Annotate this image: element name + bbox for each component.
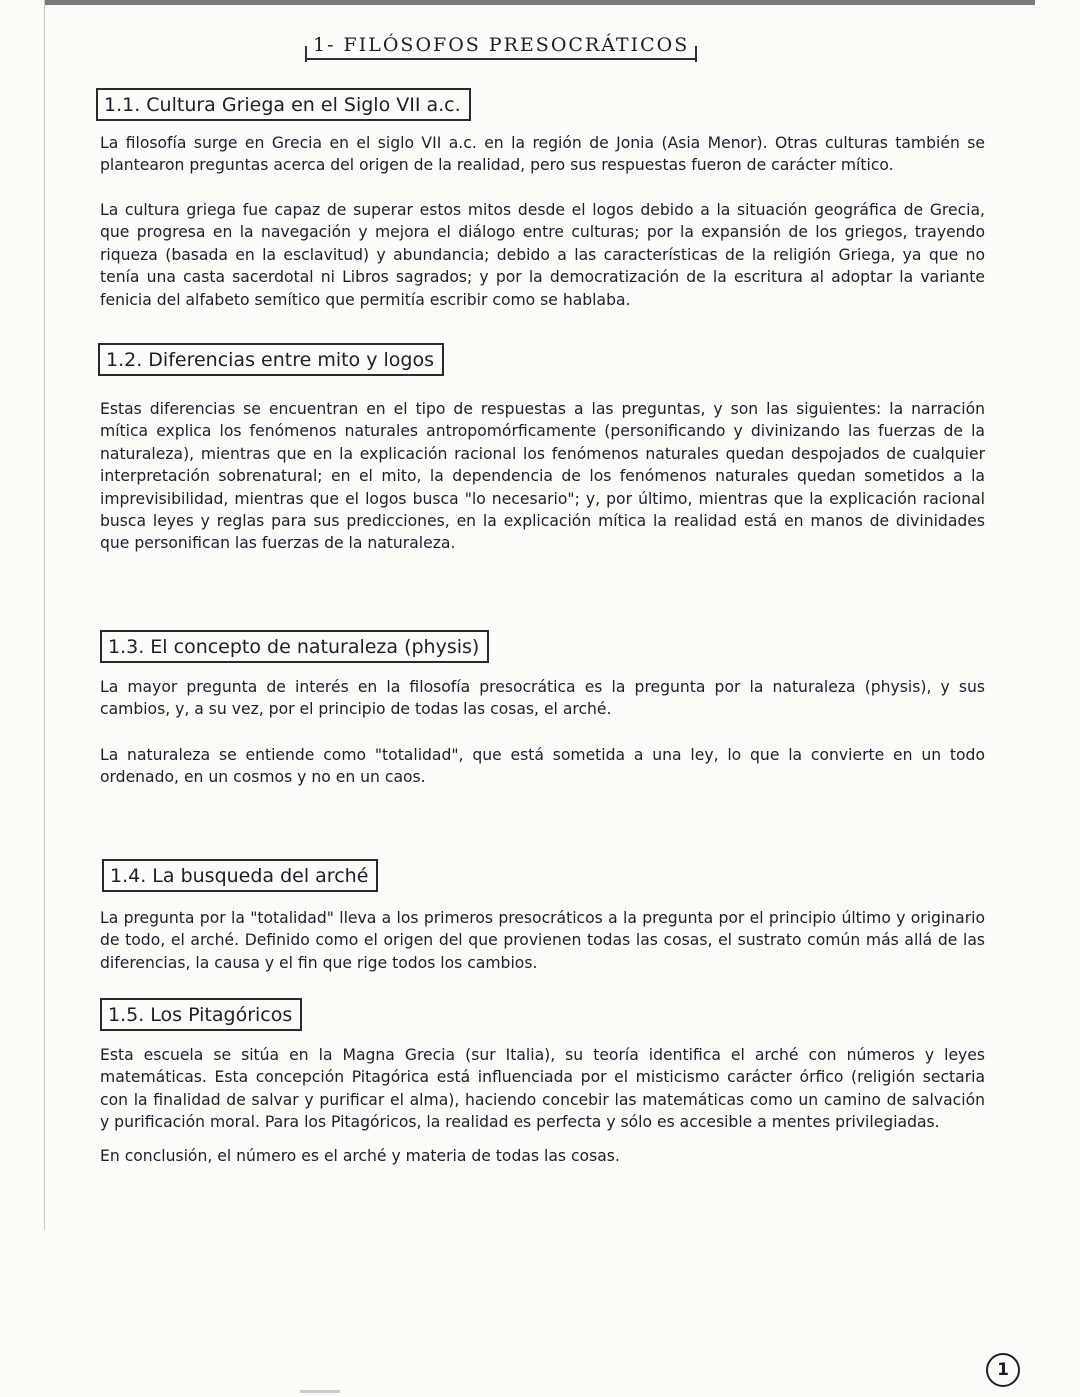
section-heading-1-2: 1.2. Diferencias entre mito y logos: [98, 343, 444, 376]
section-1-5-paragraph-2: En conclusión, el número es el arché y materia de todas las cosas.: [100, 1147, 620, 1165]
section-1-4-paragraph-1: La pregunta por la "totalidad" lleva a los primeros presocráticos a la pregunta por el principio último y originario de todo, el arché. Definido como el origen del que provienen todas las cosas, el sustrato común más allá de las diferencias, la causa y el fin que rige todos los cambios.: [100, 909, 985, 972]
section-1-3-paragraph-1: La mayor pregunta de interés en la filosofía presocrática es la pregunta por la naturaleza (physis), y sus cambios, y, a su vez, por el principio de todas las cosas, el arché.: [100, 678, 985, 719]
section-1-3-paragraph-2: La naturaleza se entiende como "totalidad", que está sometida a una ley, lo que la convierte en un todo ordenado, en un cosmos y no en un caos.: [100, 746, 985, 787]
section-heading-1-3: 1.3. El concepto de naturaleza (physis): [100, 630, 489, 663]
page-title: 1- FILÓSOFOS PRESOCRÁTICOS: [305, 34, 697, 60]
section-1-5-paragraph-1: Esta escuela se sitúa en la Magna Grecia (sur Italia), su teoría identifica el arché con números y leyes matemáticas. Esta concepción Pitagórica está influenciada por el misticismo carácter órfico (religión sectaria con la finalidad de salvar y purificar el alma), haciendo concebir las matemáticas como un camino de salvación y purificación moral. Para los Pitagóricos, la realidad es perfecta y sólo es accesible a mentes privilegiadas.: [100, 1046, 985, 1132]
section-heading-1-4: 1.4. La busqueda del arché: [102, 859, 378, 892]
section-heading-1-1: 1.1. Cultura Griega en el Siglo VII a.c.: [96, 88, 471, 121]
page-number-badge: 1: [986, 1353, 1020, 1387]
section-1-2-paragraph-1: Estas diferencias se encuentran en el tipo de respuestas a las preguntas, y son las siguientes: la narración mítica explica los fenómenos naturales antropomórficamente (personificando y divinizando las fuerzas de la naturaleza), mientras que en la explicación racional los fenómenos naturales quedan despojados de cualquier interpretación sobrenatural; en el mito, la dependencia de los fenómenos naturales quedan sometidos a la imprevisibilidad, mientras que el logos busca "lo necesario"; y, por último, mientras que la explicación racional busca leyes y reglas para sus predicciones, en la explicación mítica la realidad está en manos de divinidades que personifican las fuerzas de la naturaleza.: [100, 400, 985, 553]
section-1-1-paragraph-1: La filosofía surge en Grecia en el siglo VII a.c. en la región de Jonia (Asia Menor). Otras culturas también se plantearon preguntas acerca del origen de la realidad, pero sus respuestas fueron de carácter mítico.: [100, 134, 985, 175]
section-heading-1-5: 1.5. Los Pitagóricos: [100, 998, 302, 1031]
paper-mark: [300, 1390, 340, 1393]
section-1-1-paragraph-2: La cultura griega fue capaz de superar estos mitos desde el logos debido a la situación geográfica de Grecia, que progresa en la navegación y mejora el diálogo entre culturas; por la expansión de los griegos, trayendo riqueza (basada en la esclavitud) y abundancia; debido a las características de la religión Griega, ya que no tenía una casta sacerdotal ni Libros sagrados; y por la democratización de la escritura al adoptar la variante fenicia del alfabeto semítico que permitía escribir como se hablaba.: [100, 201, 985, 309]
